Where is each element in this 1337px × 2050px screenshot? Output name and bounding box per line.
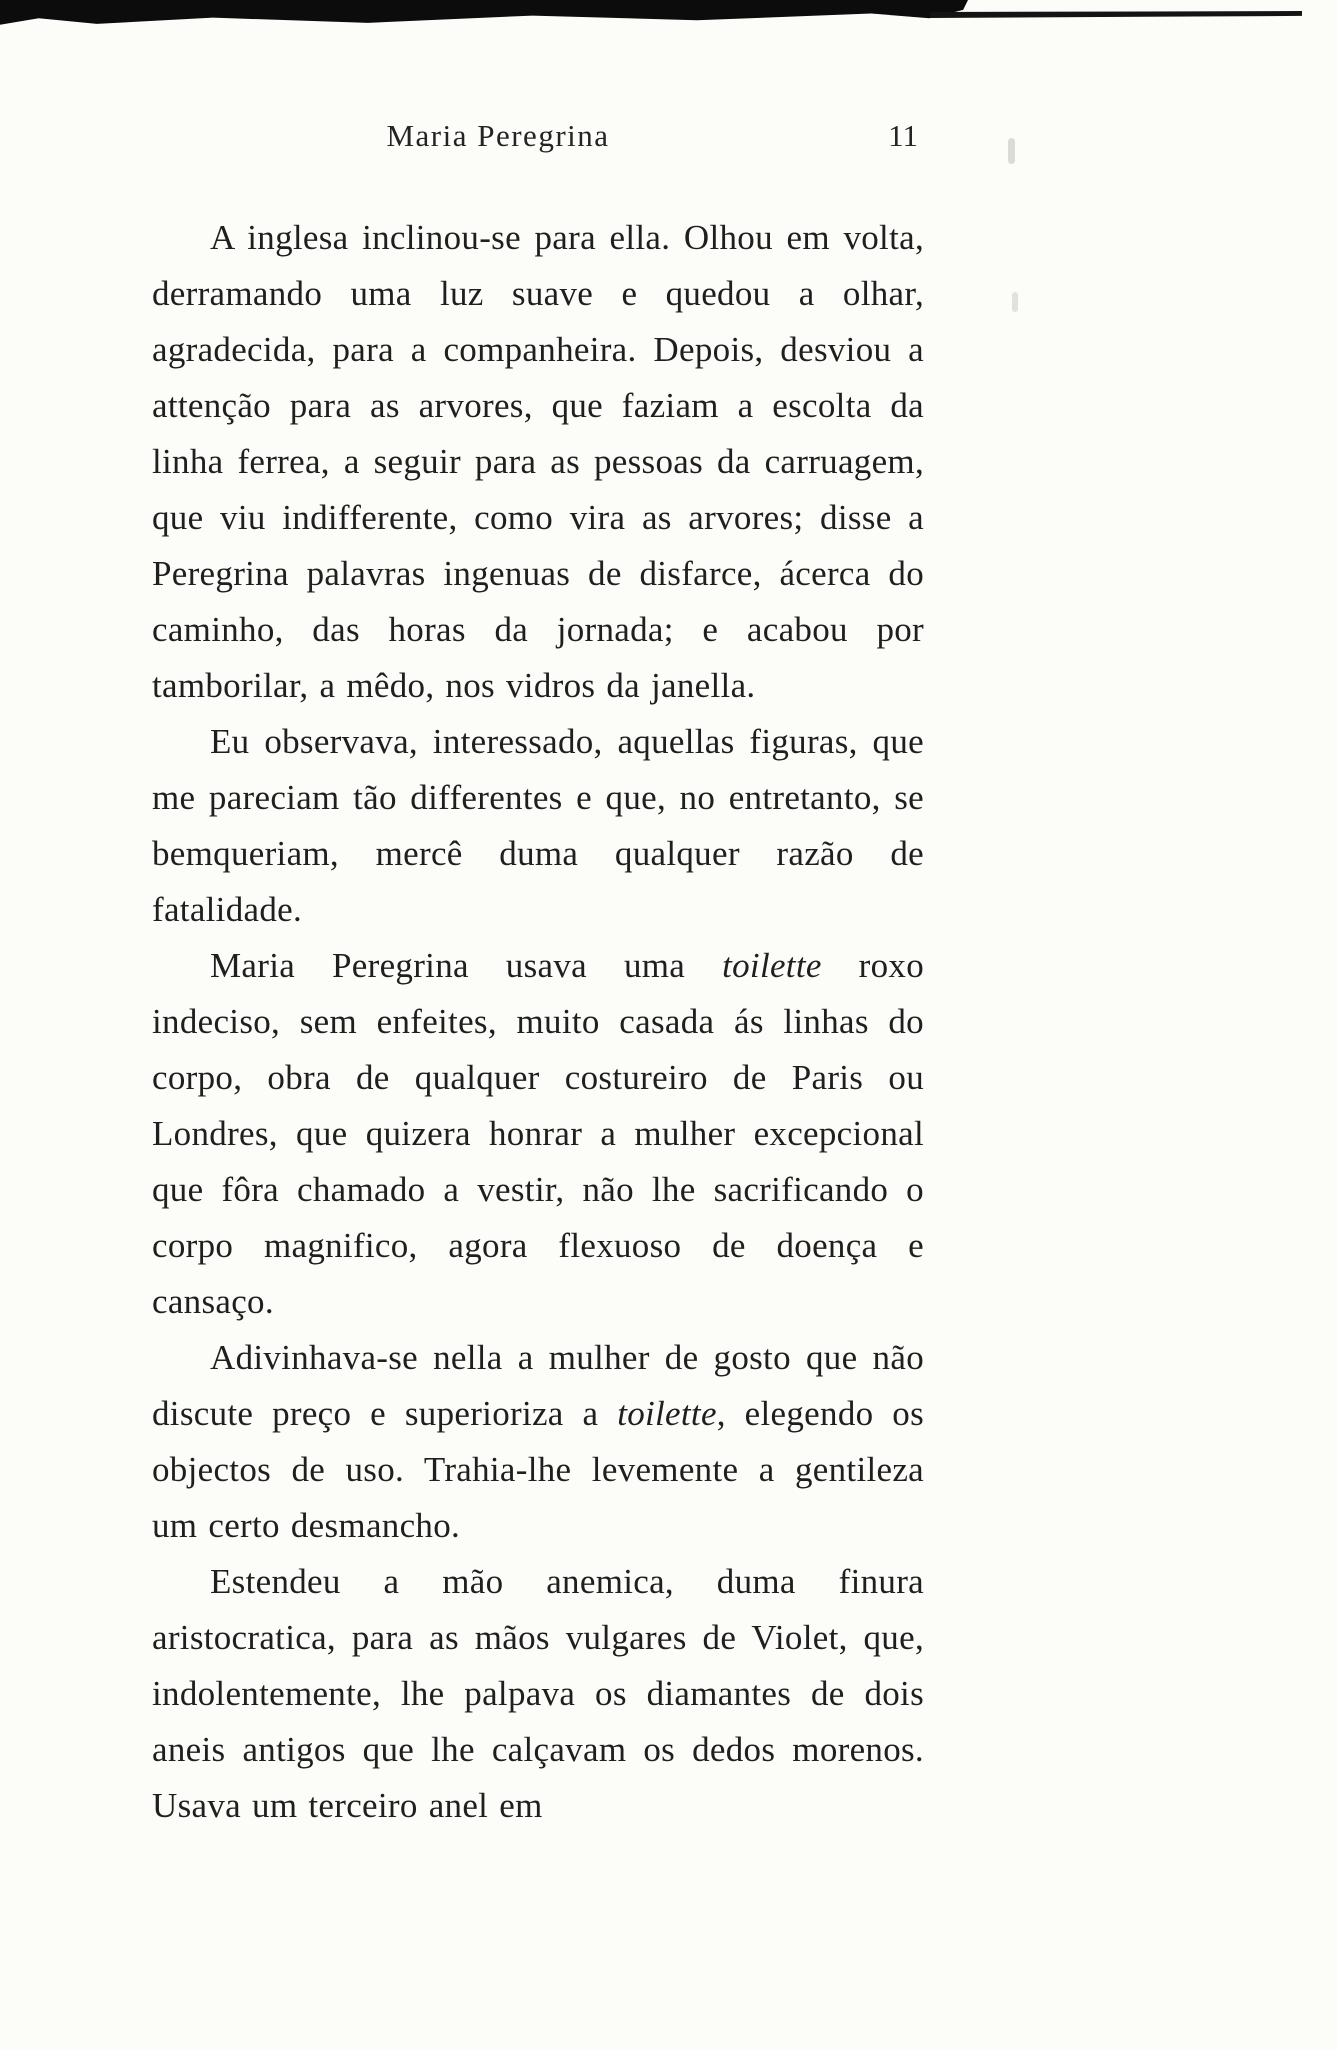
paragraph bbox=[152, 1330, 924, 1554]
scan-noise bbox=[1012, 292, 1018, 312]
page-number: 11 bbox=[888, 118, 918, 153]
text-run: A inglesa inclinou-se para ella. Olhou em volta, derramando uma luz suave e quedou a olhar, agradecida, para a companheira. Depois, desviou a attenção para as arvores, que faziam a escolta da linha ferrea, a seguir para as pessoas da carruagem, que viu indifferente, como vira as arvores; disse a Peregrina palavras ingenuas de disfarce, ácerca do caminho, das horas da jornada; e acabou por tamborilar, a mêdo, nos vidros da janella. bbox=[152, 218, 924, 705]
page-column bbox=[152, 118, 924, 1834]
text-run: Eu observava, interessado, aquellas figuras, que me pareciam tão differentes e que, no entretanto, se bemqueriam, mercê duma qualquer razão de fatalidade. bbox=[152, 722, 924, 929]
scan-artifact-top-line bbox=[930, 11, 1302, 18]
paragraph bbox=[152, 210, 924, 714]
text-run: Maria Peregrina usava uma bbox=[210, 946, 723, 985]
text-run: Estendeu a mão anemica, duma finura aristocratica, para as mãos vulgares de Violet, que, indolentemente, lhe palpava os diamantes de dois aneis antigos que lhe calçavam os dedos morenos. Usava um terceiro anel em bbox=[152, 1562, 924, 1825]
paragraph bbox=[152, 714, 924, 938]
running-head bbox=[152, 118, 924, 162]
scan-noise bbox=[1008, 138, 1015, 164]
text-run: roxo indeciso, sem enfeites, muito casada ás linhas do corpo, obra de qualquer costureiro de Paris ou Londres, que quizera honrar a mulher excepcional que fôra chamado a vestir, não lhe sacrificando o corpo magnifico, agora flexuoso de doença e cansaço. bbox=[152, 946, 925, 1321]
paragraph bbox=[152, 938, 924, 1330]
paragraph bbox=[152, 1554, 924, 1834]
text-run: , elegendo os objectos de uso. Trahia-lhe levemente a gentileza um certo desmancho. bbox=[152, 1394, 924, 1545]
scan-artifact-top-bar bbox=[0, 0, 968, 26]
page-title: Maria Peregrina bbox=[386, 118, 610, 153]
italic-term: toilette bbox=[617, 1394, 717, 1433]
text-block bbox=[152, 210, 924, 1834]
italic-term: toilette bbox=[722, 946, 822, 985]
text-run: Adivinhava-se nella a mulher de gosto que não discute preço e superioriza a bbox=[152, 1338, 924, 1433]
